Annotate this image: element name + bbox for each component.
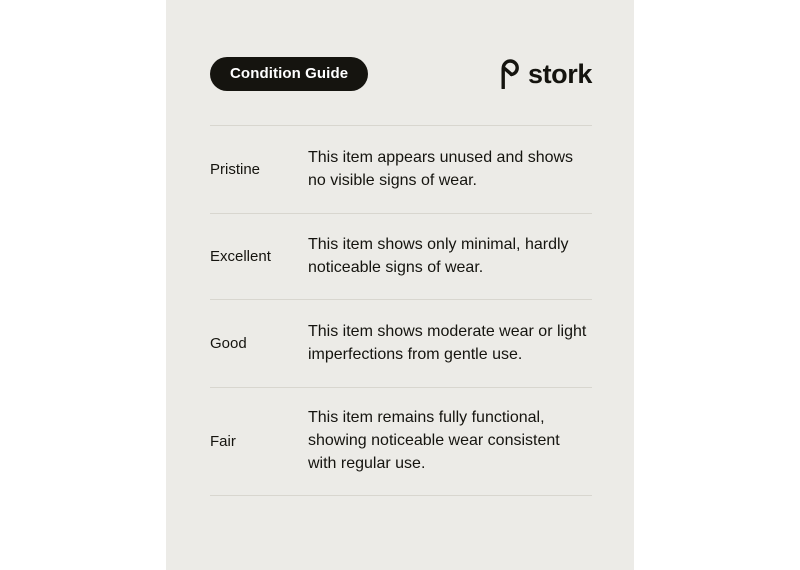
- condition-description: This item shows only minimal, hardly noticeable signs of wear.: [308, 235, 569, 276]
- condition-description: This item shows moderate wear or light imperfections from gentle use.: [308, 322, 587, 363]
- condition-table: [210, 125, 592, 496]
- condition-guide-card: [166, 0, 634, 570]
- condition-description-cell: [308, 300, 592, 387]
- stork-logo-icon: [499, 59, 521, 89]
- table-bottom-divider: [210, 495, 592, 496]
- brand-lockup: [499, 59, 592, 89]
- table-row: [210, 125, 592, 213]
- condition-label: Fair: [210, 433, 236, 450]
- condition-label: Excellent: [210, 248, 271, 265]
- condition-description-cell: [308, 214, 592, 299]
- brand-name: stork: [527, 58, 592, 89]
- card-header: [210, 55, 592, 93]
- table-row: [210, 299, 592, 387]
- condition-label: Pristine: [210, 161, 261, 178]
- condition-description-cell: [308, 388, 592, 495]
- condition-label: Good: [210, 335, 247, 352]
- card-inner: [166, 0, 634, 570]
- condition-guide-badge[interactable]: Condition Guide: [210, 57, 368, 91]
- condition-description: This item appears unused and shows no visible signs of wear.: [308, 148, 574, 189]
- condition-description: This item remains fully functional, showing noticeable wear consistent with regular use.: [308, 409, 560, 472]
- table-row: [210, 387, 592, 495]
- table-row: [210, 213, 592, 299]
- condition-description-cell: [308, 126, 592, 213]
